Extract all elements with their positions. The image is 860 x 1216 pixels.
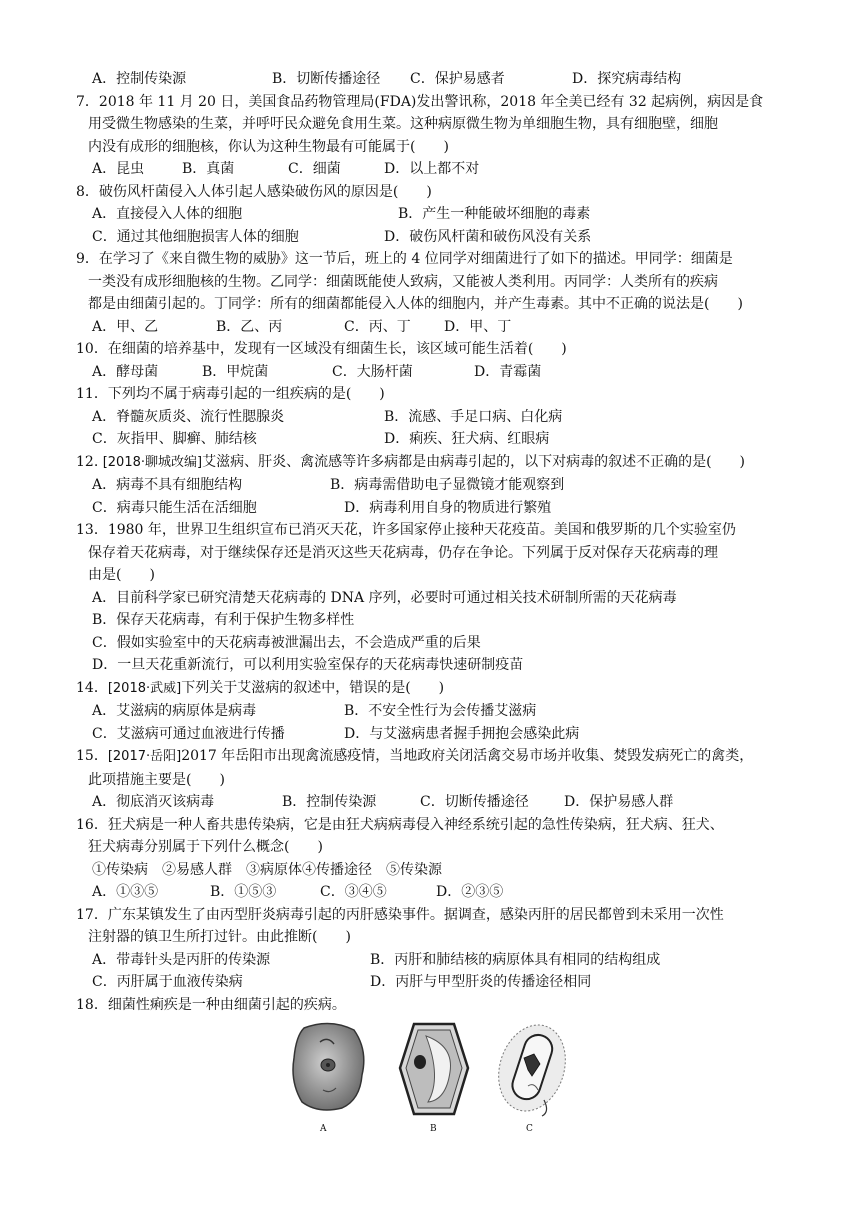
q7-line-3: 内没有成形的细胞核，你认为这种生物最有可能属于( ) xyxy=(88,138,449,155)
q7-option-d: D．以上都不对 xyxy=(384,161,480,177)
q9-option-d: D．甲、丁 xyxy=(444,318,512,335)
q16-option-c: C．③④⑤ xyxy=(320,884,387,900)
q11-option-a: A．脊髓灰质炎、流行性腮腺炎 xyxy=(92,408,285,425)
q11-option-c: C．灰指甲、脚癣、肺结核 xyxy=(92,431,257,447)
q11-line-1: 11．下列均不属于病毒引起的一组疾病的是( ) xyxy=(76,386,385,402)
q6-option-c: C．保护易感者 xyxy=(410,71,505,87)
q14-option-c: C．艾滋病可通过血液进行传播 xyxy=(92,725,285,742)
plant-cell-icon xyxy=(396,1020,472,1118)
q16-line-2: 狂犬病毒分别属于下列什么概念( ) xyxy=(88,839,323,855)
q15-options xyxy=(0,791,800,814)
q12-line-1 xyxy=(0,451,800,475)
q11-options-row-2 xyxy=(0,428,800,451)
q15-number: 15． xyxy=(76,748,108,764)
q13-line-1: 13．1980 年，世界卫生组织宣布已消灭天花，许多国家停止接种天花疫苗。美国和俄罗斯的几个实验室仍 xyxy=(76,522,736,538)
q9-option-c: C．丙、丁 xyxy=(344,318,411,335)
question-7 xyxy=(0,91,800,181)
q7-options xyxy=(0,158,800,181)
q17-options-row-2 xyxy=(0,971,800,994)
q16-options xyxy=(0,881,800,904)
question-16 xyxy=(0,814,800,904)
q11-options-row-1 xyxy=(0,406,800,429)
q12-option-a: A．病毒不具有细胞结构 xyxy=(92,477,243,493)
q8-options-row-1 xyxy=(0,203,800,226)
q15-option-d: D．保护易感人群 xyxy=(564,794,674,810)
q16-option-b: B．①⑤③ xyxy=(210,884,277,900)
q12-number: 12. xyxy=(76,453,103,470)
q6-option-a: A．控制传染源 xyxy=(92,71,187,87)
q14-line-1 xyxy=(0,677,800,701)
q12-options-row-2 xyxy=(0,497,800,520)
q14-stem: 下列关于艾滋病的叙述中，错误的是( ) xyxy=(181,679,445,696)
q14-option-b: B．不安全性行为会传播艾滋病 xyxy=(344,703,537,719)
q12-options-row-1 xyxy=(0,474,800,497)
q17-option-a: A．带毒针头是丙肝的传染源 xyxy=(92,951,271,968)
q14-option-a: A．艾滋病的病原体是病毒 xyxy=(92,703,257,719)
q7-option-a: A．昆虫 xyxy=(92,161,145,177)
cell-figure xyxy=(0,1020,860,1135)
q10-option-a: A．酵母菌 xyxy=(92,363,159,380)
q6-option-b: B．切断传播途径 xyxy=(272,71,381,87)
q15-source-tag: [2017·岳阳] xyxy=(107,749,182,764)
bacterium-icon xyxy=(494,1020,570,1118)
q9-line-2: 一类没有成形细胞核的生物。乙同学：细菌既能使人致病，又能被人类利用。丙同学：人类所有的疾病 xyxy=(88,273,718,290)
q14-source-tag: [2018·武威] xyxy=(107,680,182,696)
q17-line-2: 注射器的镇卫生所打过针。由此推断( ) xyxy=(88,929,351,945)
q13-option-a: A．目前科学家已研究清楚天花病毒的 DNA 序列，必要时可通过相关技术研制所需的天花病毒 xyxy=(92,589,677,606)
q9-option-b: B．乙、丙 xyxy=(216,318,283,335)
q8-option-b: B．产生一种能破坏细胞的毒素 xyxy=(398,206,591,222)
q8-option-c: C．通过其他细胞损害人体的细胞 xyxy=(92,228,299,245)
question-13 xyxy=(0,519,800,677)
q14-option-d: D．与艾滋病患者握手拥抱会感染此病 xyxy=(344,725,580,742)
q8-line-1: 8．破伤风杆菌侵入人体引起人感染破伤风的原因是( ) xyxy=(76,183,432,200)
q16-line-1: 16．狂犬病是一种人畜共患传染病，它是由狂犬病病毒侵入神经系统引起的急性传染病，狂犬病、狂犬、 xyxy=(76,816,724,833)
question-8 xyxy=(0,181,800,249)
q16-option-d: D．②③⑤ xyxy=(436,884,504,900)
q12-option-b: B．病毒需借助电子显微镜才能观察到 xyxy=(330,477,565,493)
figure-b-plant-cell xyxy=(396,1020,472,1134)
figure-caption-b: B xyxy=(430,1124,437,1134)
q11-option-b: B．流感、手足口病、白化病 xyxy=(384,408,563,425)
question-18 xyxy=(0,994,800,1017)
q6-option-d: D．探究病毒结构 xyxy=(572,71,682,87)
q16-option-a: A．①③⑤ xyxy=(92,884,159,900)
q9-line-3: 都是由细菌引起的。丁同学：所有的细菌都能侵入人体的细胞内，并产生毒素。其中不正确的说法是( ) xyxy=(88,296,743,312)
animal-cell-icon xyxy=(290,1020,368,1118)
question-15 xyxy=(0,745,800,814)
q10-option-d: D．青霉菌 xyxy=(474,363,542,380)
q15-option-b: B．控制传染源 xyxy=(282,794,377,810)
q13-option-b: B．保存天花病毒，有利于保护生物多样性 xyxy=(92,612,355,628)
q14-options-row-1 xyxy=(0,700,800,723)
question-14 xyxy=(0,677,800,746)
q10-option-c: C．大肠杆菌 xyxy=(332,363,413,380)
q15-option-a: A．彻底消灭该病毒 xyxy=(92,794,215,810)
question-11 xyxy=(0,383,800,451)
figure-caption-c: C xyxy=(526,1124,533,1134)
worksheet-page xyxy=(0,70,860,1135)
q18-line-1: 18．细菌性痢疾是一种由细菌引起的疾病。 xyxy=(76,996,346,1013)
figure-a-animal-cell xyxy=(290,1020,368,1134)
q15-option-c: C．切断传播途径 xyxy=(420,794,529,810)
q13-option-d: D．一旦天花重新流行，可以利用实验室保存的天花病毒快速研制疫苗 xyxy=(92,657,524,673)
q9-options xyxy=(0,316,800,339)
q12-stem: 艾滋病、肝炎、禽流感等许多病都是由病毒引起的，以下对病毒的叙述不正确的是( ) xyxy=(202,453,746,470)
q9-line-1: 9．在学习了《来自微生物的威胁》这一节后，班上的 4 位同学对细菌进行了如下的描述。甲同学：细菌是 xyxy=(76,251,733,267)
q17-line-1: 17．广东某镇发生了由丙型肝炎病毒引起的丙肝感染事件。据调查，感染丙肝的居民都曾到未采用一次性 xyxy=(76,906,724,923)
question-12 xyxy=(0,451,800,520)
q17-option-b: B．丙肝和肺结核的病原体具有相同的结构组成 xyxy=(370,951,661,968)
q12-option-c: C．病毒只能生活在活细胞 xyxy=(92,499,257,516)
figure-c-bacterium xyxy=(494,1020,570,1134)
q7-option-b: B．真菌 xyxy=(182,161,235,177)
q11-option-d: D．痢疾、狂犬病、红眼病 xyxy=(384,431,550,447)
q10-options xyxy=(0,361,800,384)
figure-caption-a: A xyxy=(320,1124,327,1134)
q8-option-d: D．破伤风杆菌和破伤风没有关系 xyxy=(384,228,592,245)
q7-option-c: C．细菌 xyxy=(288,161,341,177)
question-9 xyxy=(0,248,800,338)
q8-option-a: A．直接侵入人体的细胞 xyxy=(92,206,243,222)
q6-options xyxy=(0,68,860,91)
q14-options-row-2 xyxy=(0,723,800,746)
q15-line-2: 此项措施主要是( ) xyxy=(88,771,225,788)
q12-option-d: D．病毒利用自身的物质进行繁殖 xyxy=(344,499,552,516)
q17-options-row-1 xyxy=(0,949,800,972)
q10-option-b: B．甲烷菌 xyxy=(202,363,269,380)
q10-line-1: 10．在细菌的培养基中，发现有一区域没有细菌生长，该区域可能生活着( ) xyxy=(76,341,567,357)
q13-line-3: 由是( ) xyxy=(88,567,155,583)
q14-number: 14． xyxy=(76,679,108,696)
question-10 xyxy=(0,338,800,383)
q13-option-c: C．假如实验室中的天花病毒被泄漏出去，不会造成严重的后果 xyxy=(92,634,481,651)
question-17 xyxy=(0,904,800,994)
q17-option-c: C．丙肝属于血液传染病 xyxy=(92,974,243,990)
q7-line-2: 用受微生物感染的生菜，并呼吁民众避免食用生菜。这种病原微生物为单细胞生物，具有细胞壁，细胞 xyxy=(88,116,718,132)
q7-line-1: 7．2018 年 11 月 20 日，美国食品药物管理局(FDA)发出警讯称，2018 年全美已经有 32 起病例，病因是食 xyxy=(76,93,764,110)
q8-options-row-2 xyxy=(0,226,800,249)
q15-stem: 2017 年岳阳市出现禽流感疫情，当地政府关闭活禽交易市场并收集、焚毁发病死亡的禽类， xyxy=(181,748,754,764)
q17-option-d: D．丙肝与甲型肝炎的传播途径相同 xyxy=(370,974,592,990)
q12-source-tag: [2018·聊城改编] xyxy=(102,454,203,470)
q9-option-a: A．甲、乙 xyxy=(92,318,159,335)
q13-line-2: 保存着天花病毒，对于继续保存还是消灭这些天花病毒，仍存在争论。下列属于反对保存天花病毒的理 xyxy=(88,544,718,561)
q15-line-1 xyxy=(0,745,800,769)
q16-line-3: ①传染病 ②易感人群 ③病原体④传播途径 ⑤传染源 xyxy=(92,861,442,878)
